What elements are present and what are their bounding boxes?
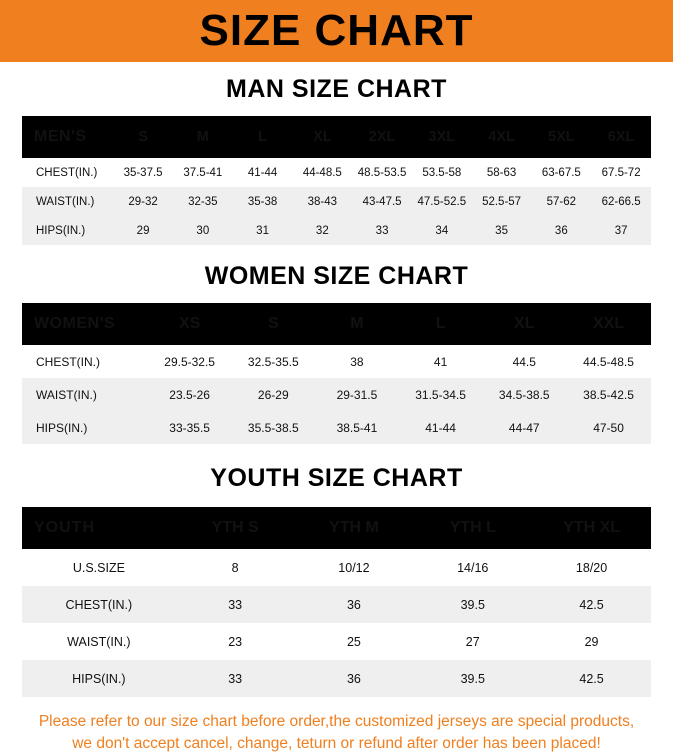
women-cell: 33-35.5 — [169, 420, 210, 435]
man-cell: 44-48.5 — [302, 166, 342, 179]
youth-header-row — [22, 507, 651, 549]
man-cell: 35-37.5 — [123, 166, 163, 179]
women-cell: 41-44 — [425, 420, 456, 435]
page-title: SIZE CHART — [199, 6, 474, 55]
man-cell: 53.5-58 — [422, 166, 462, 179]
man-section-title: MAN SIZE CHART — [226, 75, 447, 103]
women-cell: 44-47 — [508, 420, 540, 435]
youth-cell: 42.5 — [579, 671, 604, 686]
women-cell: 38.5-42.5 — [583, 387, 634, 402]
youth-cell: 25 — [346, 634, 361, 649]
man-cell: 41-44 — [247, 166, 278, 179]
table-row — [22, 187, 651, 216]
table-row — [22, 586, 651, 623]
man-header-cell: MEN'S — [34, 128, 87, 145]
youth-cell: 10/12 — [338, 560, 370, 575]
footer-note-line-1: Please refer to our size chart before order,the customized jerseys are special products, — [38, 713, 635, 730]
women-cell: 31.5-34.5 — [415, 387, 466, 402]
women-header-cell: XXL — [592, 315, 625, 332]
youth-cell: 36 — [346, 597, 361, 612]
women-header-cell: S — [267, 315, 279, 332]
table-row — [22, 660, 651, 697]
man-cell: 30 — [196, 224, 210, 237]
women-cell: 44.5 — [512, 354, 536, 369]
man-cell: 35 — [495, 224, 508, 237]
table-row — [22, 216, 651, 245]
women-cell: 44.5-48.5 — [583, 354, 634, 369]
man-cell: 52.5-57 — [482, 195, 522, 208]
man-cell: 37.5-41 — [183, 166, 223, 179]
youth-cell: 27 — [465, 634, 480, 649]
page-header — [0, 0, 673, 62]
table-row — [22, 549, 651, 586]
youth-section-title: YOUTH SIZE CHART — [210, 464, 463, 492]
women-cell: 41 — [433, 354, 448, 369]
man-header-row — [22, 116, 651, 158]
youth-row-label: CHEST(IN.) — [65, 597, 133, 612]
youth-header-cell: YOUTH — [34, 519, 95, 536]
man-cell: 62-66.5 — [601, 195, 641, 208]
man-cell: 31 — [256, 224, 269, 237]
women-row-label: WAIST(IN.) — [36, 387, 97, 402]
women-cell: 38.5-41 — [336, 420, 378, 435]
man-header-cell: 3XL — [428, 129, 456, 145]
youth-header-cell: YTH M — [329, 519, 379, 536]
women-header-cell: XL — [514, 315, 535, 332]
youth-cell: 18/20 — [575, 560, 608, 575]
man-cell: 35-38 — [247, 195, 278, 208]
man-cell: 34 — [435, 224, 449, 237]
man-header-cell: M — [196, 129, 209, 145]
women-row-label: HIPS(IN.) — [36, 420, 88, 435]
youth-cell: 39.5 — [460, 671, 485, 686]
man-header-cell: 6XL — [607, 129, 635, 145]
women-header-cell: WOMEN'S — [34, 315, 116, 332]
man-cell: 38-43 — [307, 195, 338, 208]
women-cell: 26-29 — [257, 387, 289, 402]
women-cell: 29.5-32.5 — [164, 354, 215, 369]
man-cell: 43-47.5 — [362, 195, 402, 208]
man-header-cell: S — [138, 129, 148, 145]
man-cell: 29 — [136, 224, 150, 237]
women-header-cell: L — [435, 315, 446, 332]
youth-header-cell: YTH S — [211, 519, 259, 536]
youth-cell: 23 — [228, 634, 243, 649]
man-cell: 32 — [315, 224, 329, 237]
youth-cell: 29 — [584, 634, 599, 649]
youth-cell: 33 — [228, 597, 243, 612]
youth-row-label: U.S.SIZE — [72, 560, 125, 575]
women-cell: 38 — [350, 354, 364, 369]
women-cell: 35.5-38.5 — [247, 420, 299, 435]
table-row — [22, 158, 651, 187]
man-cell: 67.5-72 — [601, 166, 641, 179]
women-cell: 32.5-35.5 — [247, 354, 299, 369]
youth-cell: 42.5 — [579, 597, 604, 612]
women-header-row — [22, 303, 651, 345]
youth-header-cell: YTH XL — [563, 519, 621, 536]
man-cell: 58-63 — [486, 166, 517, 179]
table-row — [22, 623, 651, 660]
footer-note — [0, 711, 673, 756]
man-cell: 33 — [375, 224, 389, 237]
table-row — [22, 345, 651, 378]
youth-cell: 14/16 — [457, 560, 489, 575]
man-cell: 47.5-52.5 — [417, 195, 467, 208]
youth-cell: 39.5 — [460, 597, 485, 612]
youth-row-label: HIPS(IN.) — [72, 671, 126, 686]
table-row — [22, 411, 651, 444]
man-table-wrap — [0, 116, 673, 245]
man-cell: 29-32 — [128, 195, 158, 208]
women-header-cell: XS — [178, 315, 201, 332]
man-cell: 36 — [554, 224, 568, 237]
man-cell: 32-35 — [188, 195, 218, 208]
man-header-cell: L — [258, 129, 267, 145]
youth-cell: 36 — [346, 671, 361, 686]
table-row — [22, 378, 651, 411]
man-header-cell: XL — [313, 129, 332, 145]
man-cell: 48.5-53.5 — [357, 166, 407, 179]
man-row-label: HIPS(IN.) — [36, 224, 86, 237]
man-row-label: WAIST(IN.) — [36, 195, 95, 208]
women-cell: 47-50 — [593, 420, 624, 435]
youth-cell: 33 — [228, 671, 243, 686]
women-header-cell: M — [350, 315, 364, 332]
man-cell: 37 — [614, 224, 628, 237]
women-table-wrap — [0, 303, 673, 444]
man-header-cell: 5XL — [548, 129, 575, 145]
man-cell: 57-62 — [546, 195, 577, 208]
youth-row-label: WAIST(IN.) — [67, 634, 131, 649]
man-row-label: CHEST(IN.) — [36, 166, 98, 179]
women-cell: 23.5-26 — [169, 387, 210, 402]
footer-note-line-2: we don't accept cancel, change, teturn or refund after order has been placed! — [72, 735, 601, 753]
youth-cell: 8 — [231, 560, 239, 575]
youth-header-cell: YTH L — [449, 519, 496, 536]
man-size-table — [22, 116, 651, 245]
women-size-table — [22, 303, 651, 444]
man-cell: 63-67.5 — [541, 166, 581, 179]
man-header-cell: 4XL — [488, 129, 515, 145]
women-cell: 34.5-38.5 — [498, 387, 550, 402]
women-cell: 29-31.5 — [336, 387, 378, 402]
man-header-cell: 2XL — [368, 129, 396, 145]
women-row-label: CHEST(IN.) — [36, 354, 100, 369]
women-section-title: WOMEN SIZE CHART — [204, 262, 469, 290]
